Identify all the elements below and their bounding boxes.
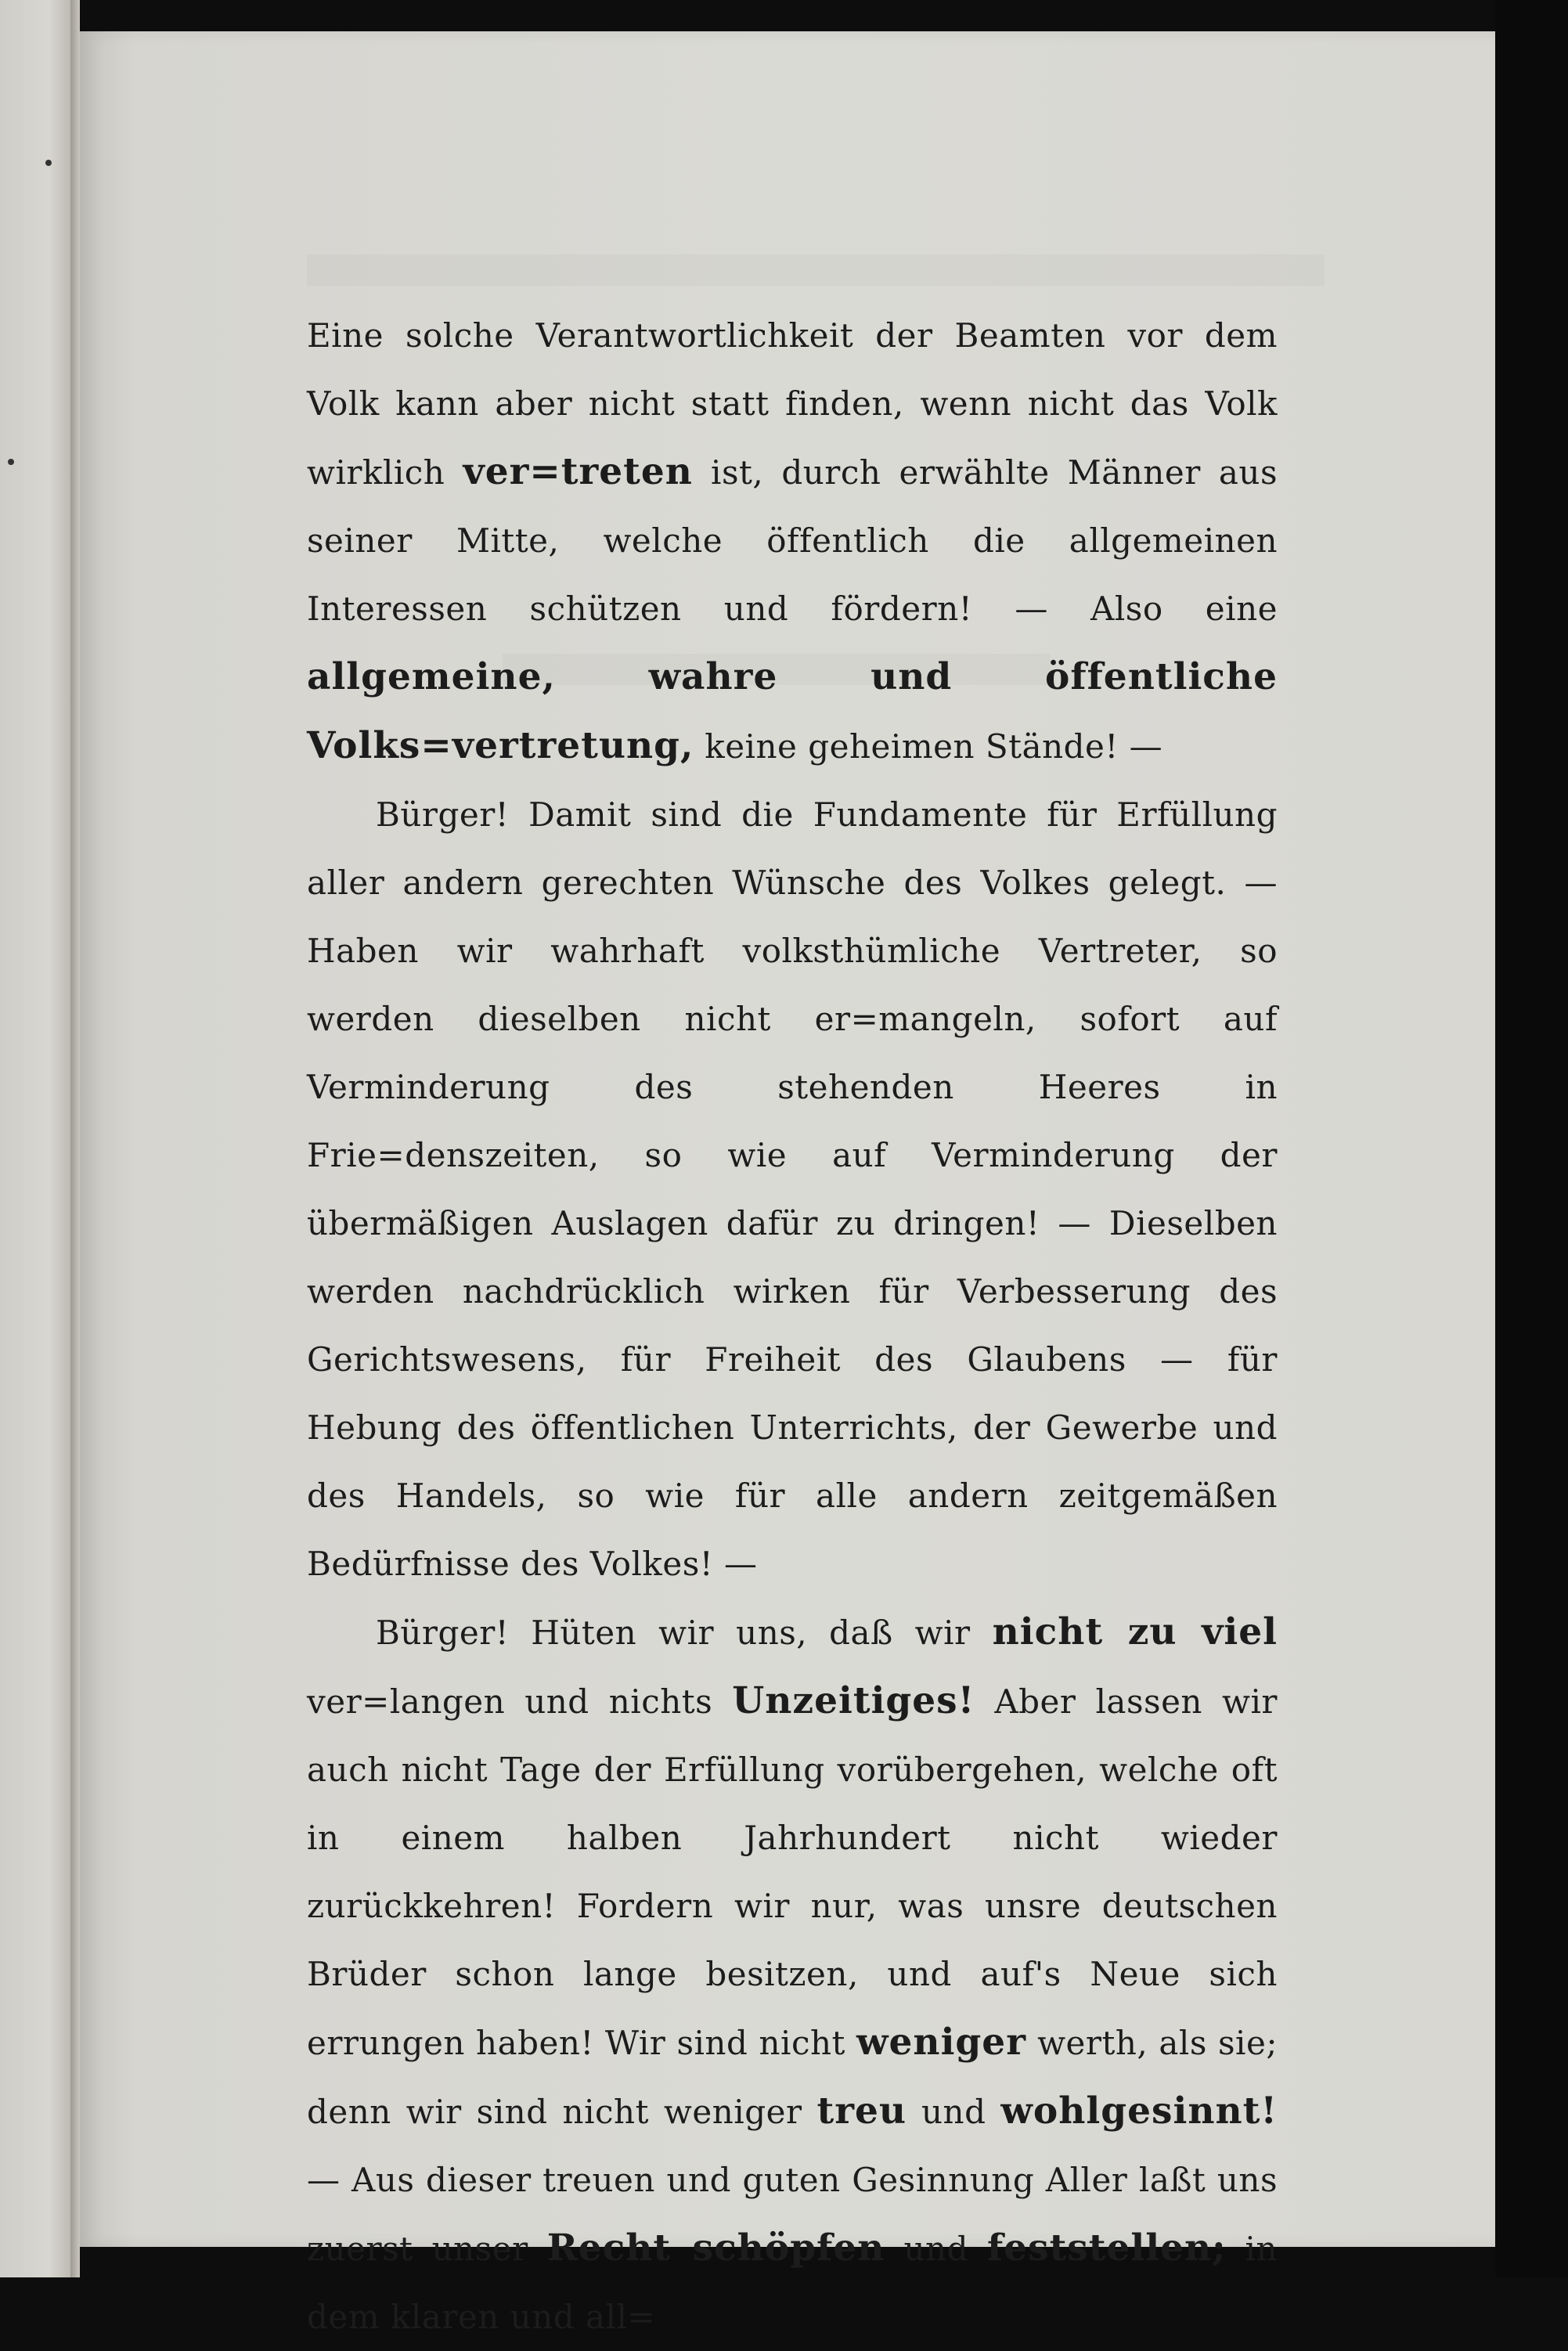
emphasized-text: wohlgesinnt! [1000,2090,1278,2133]
paragraph [307,1598,1278,2351]
body-text: Bürger! Damit sind die Fundamente für Erfüllung aller andern gerechten Wünsche des Volkes gelegt. — Haben wir wahrhaft volksthümliche Vertreter, so werden dieselben nicht er=mangeln, sofort auf Verminderung des stehenden Heeres in Frie=denszeiten, so wie auf Verminderung der übermäßigen Auslagen dafür zu dringen! — Dieselben werden nachdrücklich wirken für Verbesserung des Gerichtswesens, für Freiheit des Glaubens — für Hebung des öffentlichen Unterrichts, der Gewerbe und des Handels, so wie für alle andern zeitgemäßen Bedürfnisse des Volkes! — [307,795,1278,1583]
body-text: ist, durch erwählte Männer aus seiner Mitte, welche öffentlich die allgemeinen Interessen schützen und fördern! — Also eine [307,453,1278,628]
paragraph [307,781,1278,1598]
paper-spot [8,459,14,465]
book-gutter [70,0,80,2277]
page-text [307,301,1278,2351]
body-text: — Aus dieser treuen und guten Gesinnung Aller laßt uns zuerst unser [307,2161,1278,2268]
body-text: ver=langen und nichts [307,1682,733,1721]
show-through-bleed [307,254,1325,286]
body-text: und [907,2093,1001,2131]
emphasized-text: treu [816,2090,907,2133]
body-text: werth, als sie; denn wir sind nicht weniger [307,2024,1278,2131]
emphasized-text: Recht schöpfen [546,2227,885,2270]
paper-spot [45,160,52,166]
body-text: Bürger! Hüten wir uns, daß wir [376,1614,993,1652]
emphasized-text: ver=treten [463,450,693,493]
emphasized-text: feststellen; [987,2227,1227,2270]
emphasized-text: Unzeitiges! [732,1679,975,1722]
emphasized-text: allgemeine, wahre und öffentliche Volks=vertretung, [307,655,1278,767]
body-text: keine geheimen Stände! — [694,727,1163,766]
body-text: Eine solche Verantwortlichkeit der Beamten vor dem Volk kann aber nicht statt finden, wenn nicht das Volk wirklich [307,316,1278,492]
body-text: und [885,2230,987,2268]
emphasized-text: weniger [856,2021,1026,2064]
paragraph [307,301,1278,781]
scan-background [1495,0,1568,2277]
facing-page-edge [0,0,70,2277]
body-text: in dem klaren und all= [307,2230,1278,2336]
emphasized-text: nicht zu viel [992,1610,1278,1653]
body-text: Aber lassen wir auch nicht Tage der Erfüllung vorübergehen, welche oft in einem halben Jahrhundert nicht wieder zurückkehren! Fordern wir nur, was unsre deutschen Brüder schon lange besitzen, und auf's Neue sich errungen haben! Wir sind nicht [307,1682,1278,2062]
